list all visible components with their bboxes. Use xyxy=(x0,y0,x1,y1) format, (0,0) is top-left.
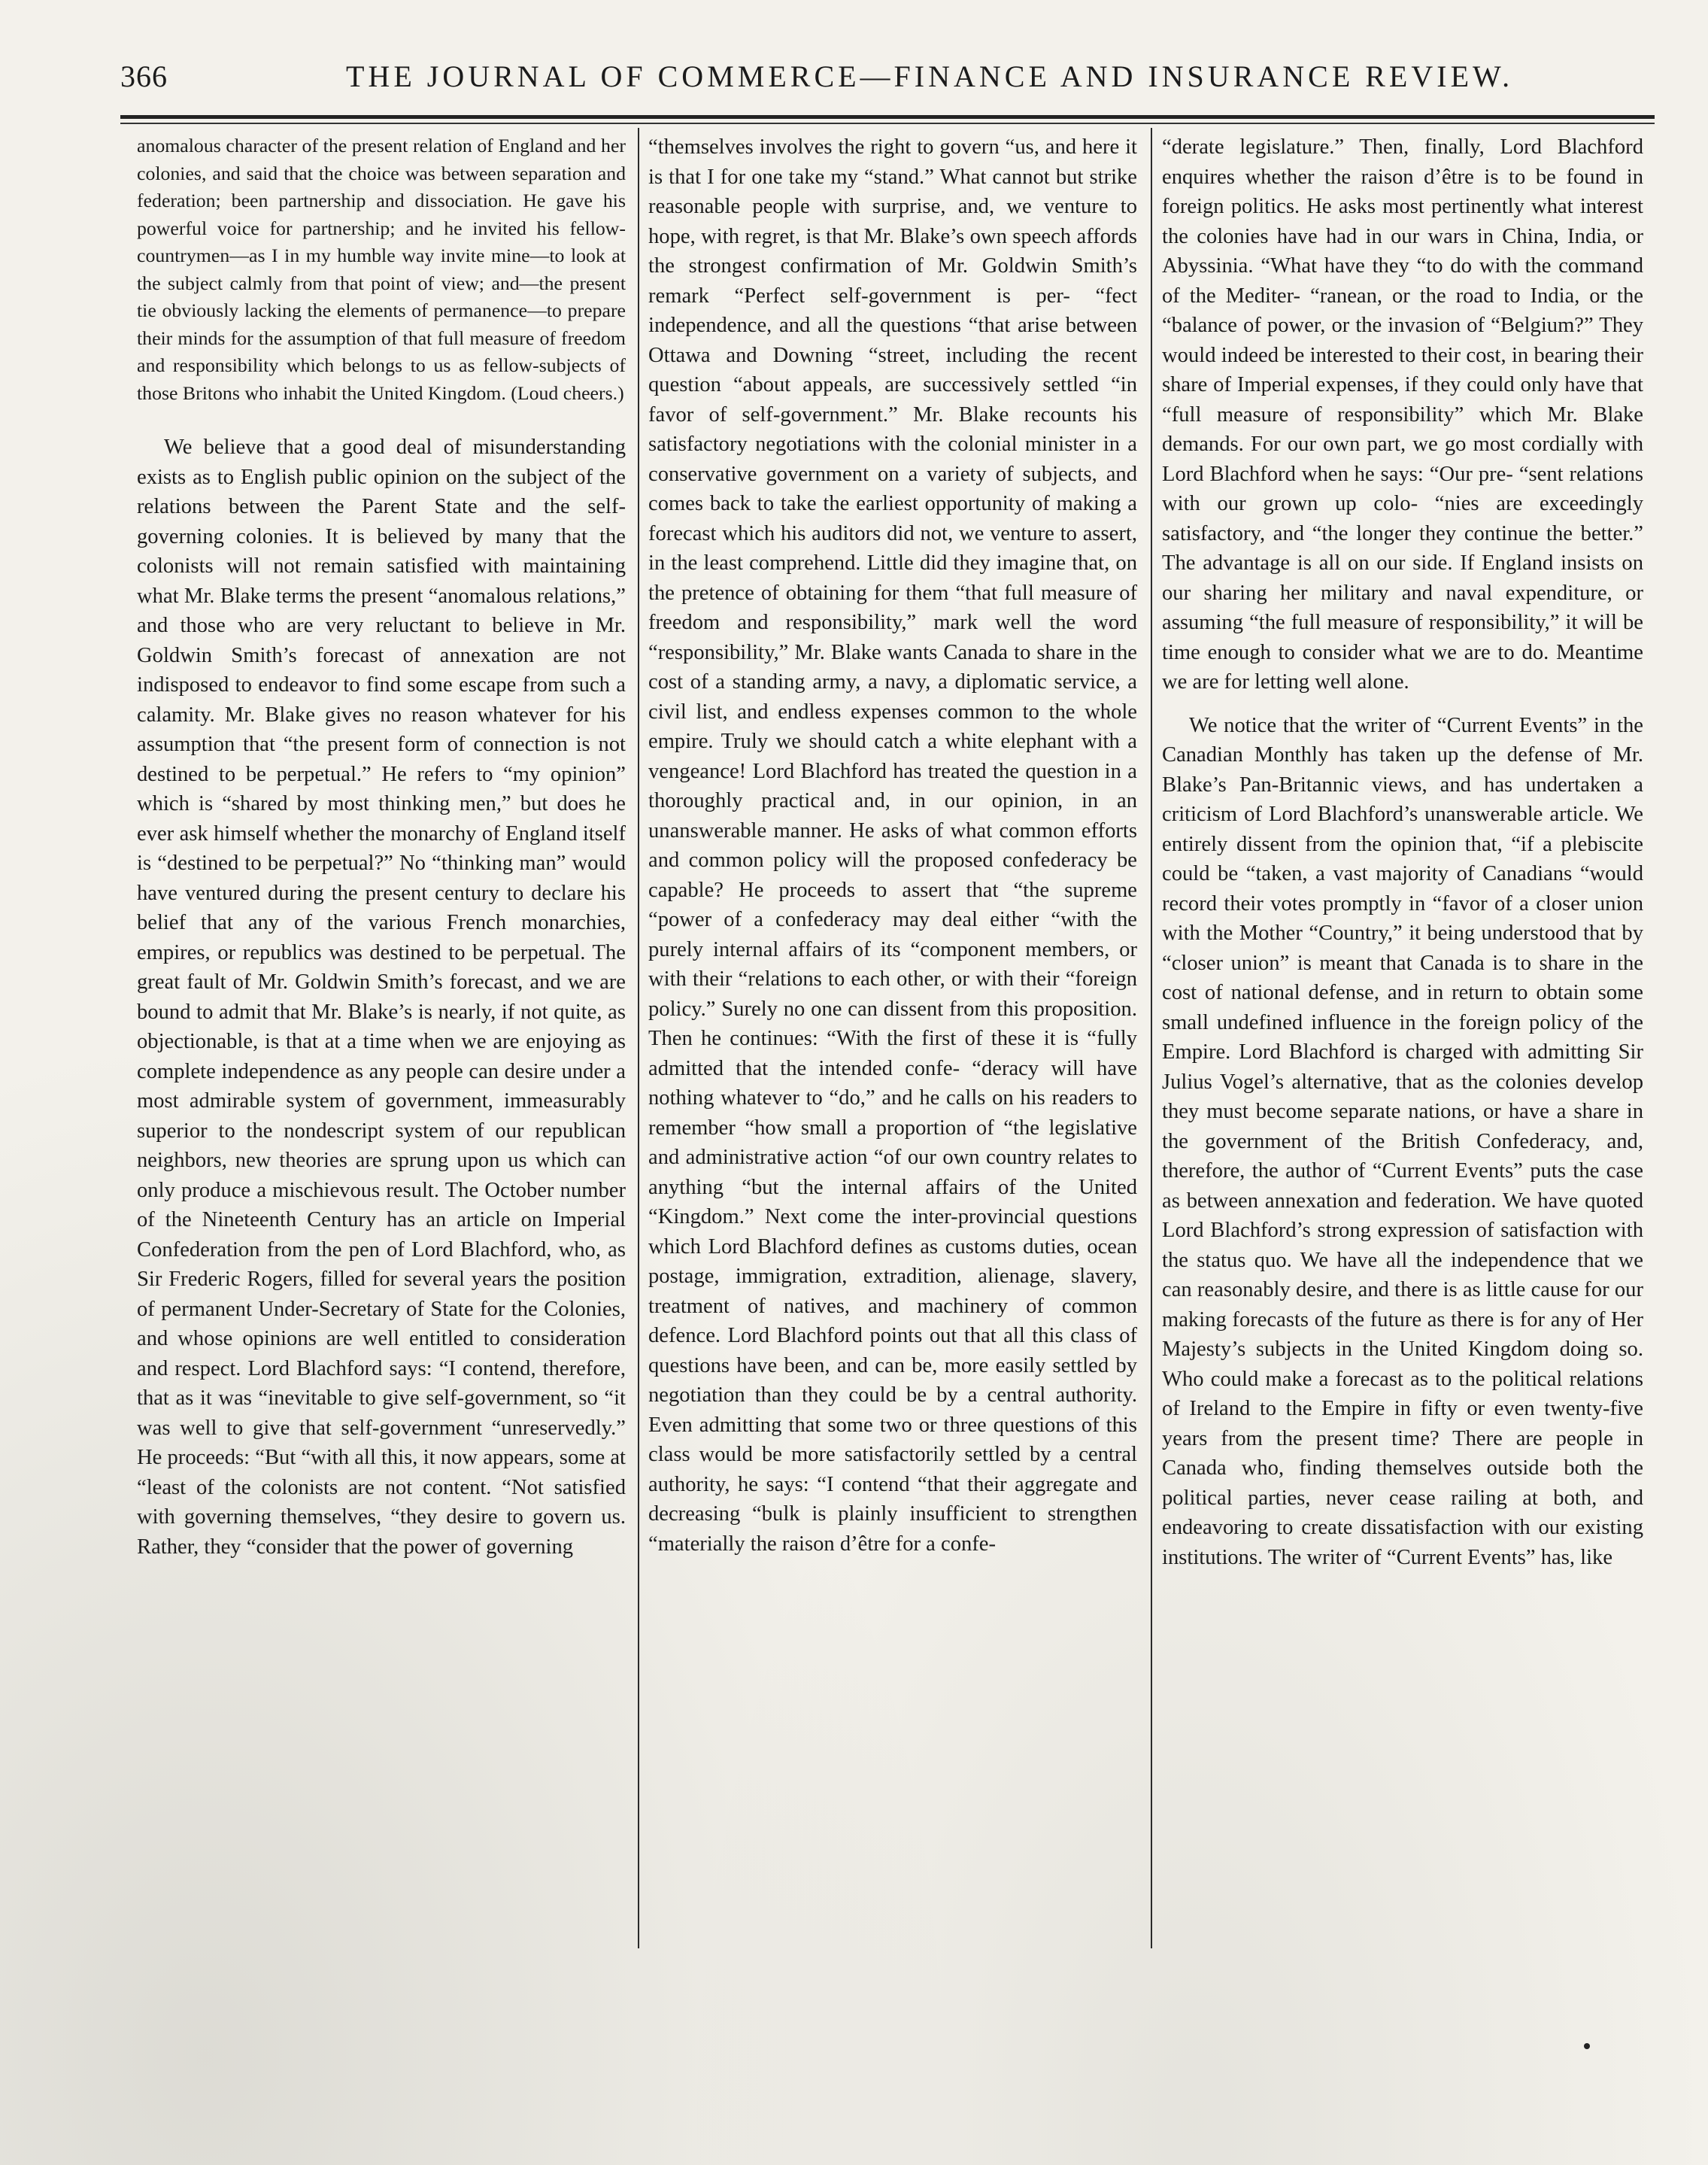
article-paragraph-3: We notice that the writer of “Current Events” in the Canadian Monthly has taken up the defense of Mr. Blake’s Pan-Britannic views, and has undertaken a criticism of Lord Blachford’s unanswerable article. We entirely dissent from the opinion that, “if a plebiscite could be “taken, a vast majority of Canadians “would record their votes promptly in “favor of a closer union with the Mother “Country,” it being understood that by “closer union” is meant that Canada is to share in the cost of national defense, and in return to obtain some small undefined influence in the foreign policy of the Empire. Lord Blachford is charged with admitting Sir Julius Vogel’s alternative, that as the colonies develop they must become separate nations, or have a share in the government of the British Confederacy, and, therefore, the author of “Current Events” puts the case as between annexation and federation. We have quoted Lord Blachford’s strong expression of satisfaction with the status quo. We have all the independence that we can reasonably desire, and there is as little cause for our making forecasts of the future as there is for any of Her Majesty’s subjects in the United Kingdom doing so. Who could make a forecast as to the political relations of Ireland to the Empire in fifty or even twenty-five years from the present time? There are people in Canada who, finding themselves outside both the political parties, never cease railing at both, and endeavoring to create dissatisfaction with our existing institutions. The writer of “Current Events” has, like xyxy=(1162,713,1643,1569)
column-2 xyxy=(648,132,1137,1559)
article-paragraph-continued: “themselves involves the right to govern “us, and here it is that I for one take my “stand.” What cannot but strike reasonable people with surprise, and, we venture to hope, with regret, is that Mr. Blake’s own speech affords the strongest confirmation of Mr. Goldwin Smith’s remark “Perfect self-government is per- “fect independence, and all the questions “that arise between Ottawa and Downing “street, including the recent question “about appeals, are successively settled “in favor of self-government.” Mr. Blake recounts his satisfactory negotiations with the colonial minister in a conservative government on a variety of subjects, and comes back to take the earliest opportunity of making a forecast which his auditors did not, we venture to assert, in the least comprehend. Little did they imagine that, on the pretence of obtaining for them “that full measure of freedom and responsibility,” mark well the word “responsibility,” Mr. Blake wants Canada to share in the cost of a standing army, a navy, a diplomatic service, a civil list, and endless expenses common to the whole empire. Truly we should catch a white elephant with a vengeance! Lord Blachford has treated the question in a thoroughly practical and, in our opinion, in an unanswerable manner. He asks of what common efforts and common policy will the proposed confederacy be capable? He proceeds to assert that “the supreme “power of a confederacy may deal either “with the purely internal affairs of its “component members, or with their “relations to each other, or with their “foreign policy.” Surely no one can dissent from this proposition. Then he continues: “With the first of these it is “fully admitted that the intended confe- “deracy will have nothing whatever to “do,” and he calls on his readers to remember “how small a proportion of “the legislative and administrative action “of our own country relates to anything “but the internal affairs of the United “Kingdom.” Next come the inter-provincial questions which Lord Blachford defines as customs duties, ocean postage, immigration, extradition, alienage, slavery, treatment of natives, and machinery of common defence. Lord Blachford points out that all this class of questions have been, and can be, more easily settled by negotiation than they could be by a central authority. Even admitting that some two or three questions of this class would be more satisfactorily settled by a central authority, he says: “I contend “that their aggregate and decreasing “bulk is plainly insufficient to strengthen “materially the raison d’être for a confe- xyxy=(648,135,1137,1556)
print-speck xyxy=(1584,2043,1590,2049)
column-3 xyxy=(1162,132,1643,1572)
column-divider-2 xyxy=(1151,128,1152,1948)
article-paragraph-continued-2: “derate legislature.” Then, finally, Lord Blachford enquires whether the raison d’être is to be found in foreign politics. He asks most pertinently what interest the colonies have had in our wars in China, India, or Abyssinia. “What have they “to do with the command of the Mediter- “ranean, or the road to India, or the “balance of power, or the invasion of “Belgium?” They would indeed be interested to their cost, in bearing their share of Imperial expenses, if they could only have that “full measure of responsibility” which Mr. Blake demands. For our own part, we go most cordially with Lord Blachford when he says: “Our pre- “sent relations with our grown up colo- “nies are exceedingly satisfactory, and “the longer they continue the better.” The advantage is all on our side. If England insists on our sharing her military and naval expenditure, or assuming “the full measure of responsibility,” it will be time enough to consider what we are to do. Meantime we are for letting well alone. xyxy=(1162,135,1643,694)
column-1 xyxy=(137,132,626,1562)
header-rule-thick xyxy=(120,115,1655,119)
speech-excerpt: anomalous character of the present relation of England and her colonies, and said that the choice was between separation and federation; been partnership and dissociation. He gave his powerful voice for partnership; and he invited his fellow-countrymen—as I in my humble way invite mine—to look at the subject calmly from that point of view; and—the present tie obviously lacking the elements of permanence—to prepare their minds for the assumption of that full measure of freedom and responsibility which belongs to us as fellow-subjects of those Britons who inhabit the United Kingdom. (Loud cheers.) xyxy=(137,135,626,404)
article-paragraph-1: We believe that a good deal of misunderstanding exists as to English public opinion on the subject of the relations between the Parent State and the self-governing colonies. It is believed by many that the colonists will not remain satisfied with maintaining what Mr. Blake terms the present “anomalous relations,” and those who are very reluctant to believe in Mr. Goldwin Smith’s forecast of annexation are not indisposed to endeavor to find some escape from such a calamity. Mr. Blake gives no reason whatever for his assumption that “the present form of connection is not destined to be perpetual.” He refers to “my opinion” which is “shared by most thinking men,” but does he ever ask himself whether the monarchy of England itself is “destined to be perpetual?” No “thinking man” would have ventured during the present century to declare his belief that any of the various French monarchies, empires, or republics was destined to be perpetual. The great fault of Mr. Goldwin Smith’s forecast, and we are bound to admit that Mr. Blake’s is nearly, if not quite, as objectionable, is that at a time when we are enjoying as complete independence as any people can desire under a most admirable system of government, immeasurably superior to the nondescript system of our republican neighbors, new theories are sprung upon us which can only produce a mischievous result. The October number of the Nineteenth Century has an article on Imperial Confederation from the pen of Lord Blachford, who, as Sir Frederic Rogers, filled for several years the position of permanent Under-Secretary of State for the Colonies, and whose opinions are well entitled to consideration and respect. Lord Blachford says: “I contend, therefore, that as it was “inevitable to give self-government, so “it was well to give that self-government “unreservedly.” He proceeds: “But “with all this, it now appears, some at “least of the colonists are not content. “Not satisfied with governing themselves, “they desire to govern us. Rather, they “consider that the power of governing xyxy=(137,436,626,1559)
page-number: 366 xyxy=(120,59,168,93)
page-header xyxy=(120,59,1647,104)
header-rule-thin xyxy=(120,123,1655,124)
column-divider-1 xyxy=(638,128,639,1948)
journal-title: THE JOURNAL OF COMMERCE—FINANCE AND INSURANCE REVIEW. xyxy=(346,59,1514,93)
